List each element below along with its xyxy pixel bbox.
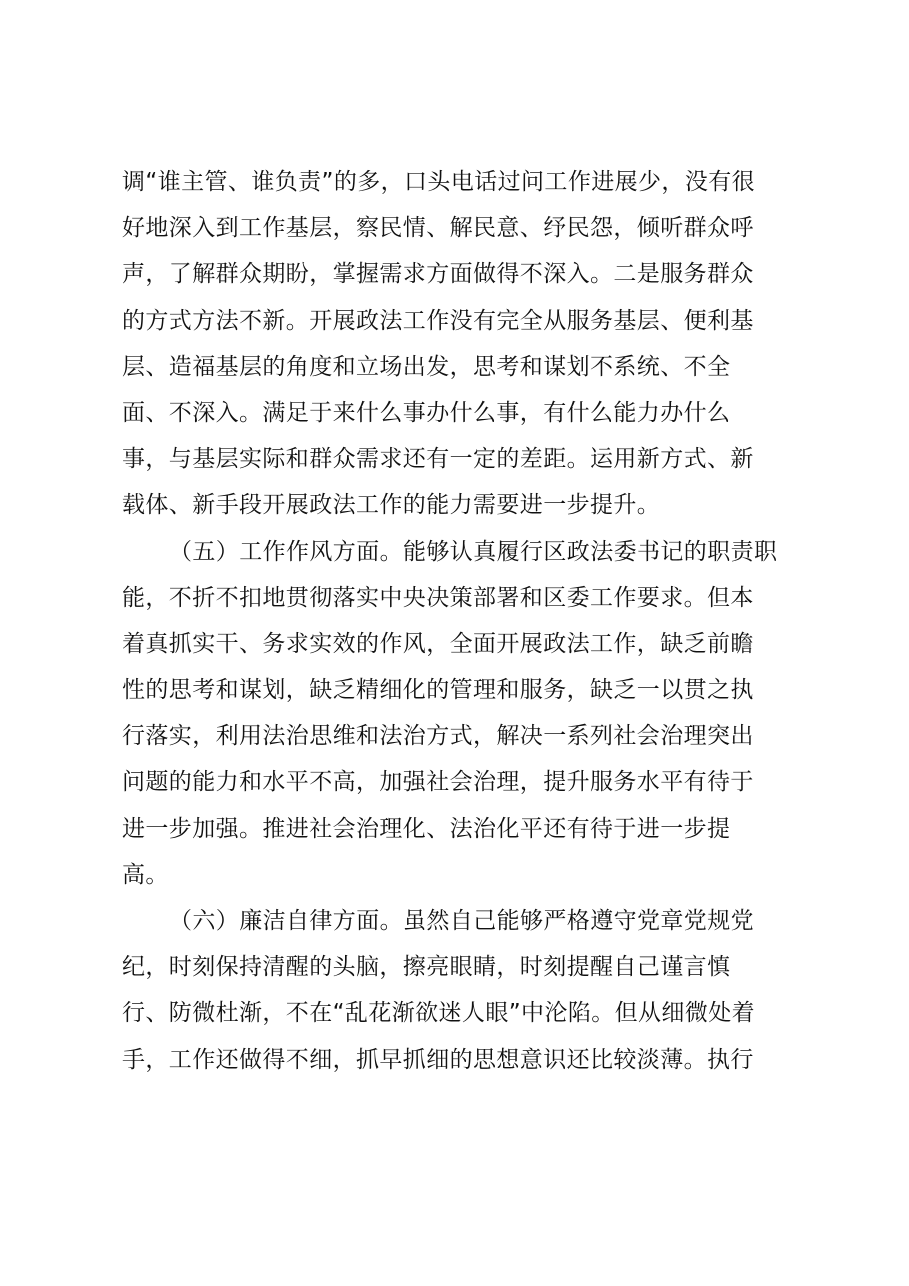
text-line: 能，不折不扣地贯彻落实中央决策部署和区委工作要求。但本 (122, 584, 754, 611)
text-line: 载体、新手段开展政法工作的能力需要进一步提升。 (122, 492, 661, 519)
text-line: 面、不深入。满足于来什么事办什么事，有什么能力办什么 (122, 399, 731, 426)
text-line: 好地深入到工作基层，察民情、解民意、纾民怨，倾听群众呼 (122, 215, 754, 242)
text-line: 高。 (122, 861, 169, 888)
text-line: 调“谁主管、谁负责”的多，口头电话过问工作进展少，没有很 (122, 169, 756, 195)
text-line: 层、造福基层的角度和立场出发，思考和谋划不系统、不全 (122, 353, 731, 380)
body-text (122, 159, 802, 1083)
section-heading-line: （六）廉洁自律方面。虽然自己能够严格遵守党章党规党 (169, 908, 754, 934)
text-line: 声，了解群众期盼，掌握需求方面做得不深入。二是服务群众 (122, 261, 754, 288)
text-line: 纪，时刻保持清醒的头脑，擦亮眼睛，时刻提醒自己谨言慎 (122, 954, 731, 981)
text-line: 问题的能力和水平不高，加强社会治理，提升服务水平有待于 (122, 769, 754, 796)
text-line: 事，与基层实际和群众需求还有一定的差距。运用新方式、新 (122, 446, 754, 473)
text-line: 性的思考和谋划，缺乏精细化的管理和服务，缺乏一以贯之执 (122, 677, 754, 704)
text-line: 的方式方法不新。开展政法工作没有完全从服务基层、便利基 (122, 307, 754, 334)
section-heading-line: （五）工作作风方面。能够认真履行区政法委书记的职责职 (169, 538, 778, 565)
text-line: 手，工作还做得不细，抓早抓细的思想意识还比较淡薄。执行 (122, 1046, 754, 1073)
text-line: 着真抓实干、务求实效的作风，全面开展政法工作，缺乏前瞻 (122, 630, 754, 657)
text-line: 行落实，利用法治思维和法治方式，解决一系列社会治理突出 (122, 723, 754, 750)
text-line: 行、防微杜渐，不在“乱花渐欲迷人眼”中沦陷。但从细微处着 (122, 1000, 756, 1027)
text-line: 进一步加强。推进社会治理化、法治化平还有待于进一步提 (122, 815, 731, 842)
